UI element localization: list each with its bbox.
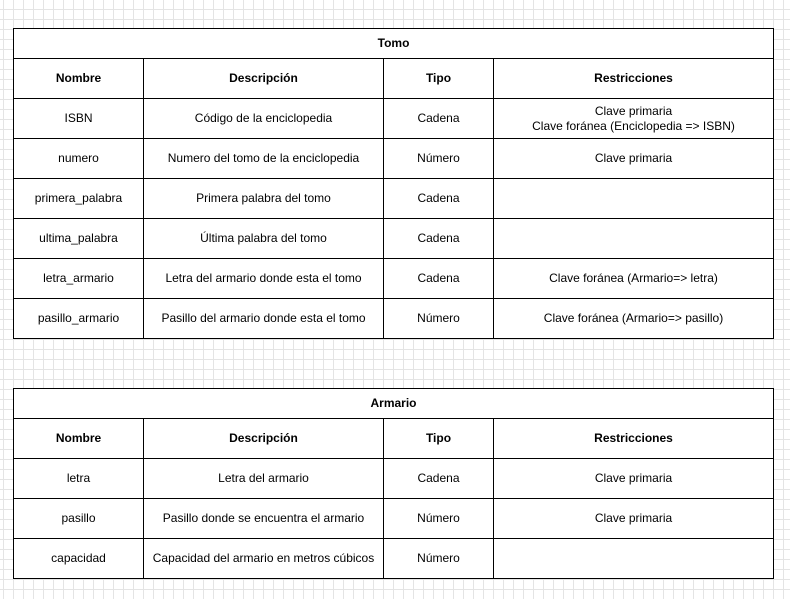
field-description: Letra del armario xyxy=(144,459,384,499)
field-constraints xyxy=(494,139,774,179)
field-constraints xyxy=(494,179,774,219)
field-type: Cadena xyxy=(384,179,494,219)
field-name: ISBN xyxy=(14,99,144,139)
column-header: Descripción xyxy=(144,59,384,99)
field-type: Número xyxy=(384,539,494,579)
field-constraints xyxy=(494,459,774,499)
constraint-item: Clave primaria xyxy=(594,471,673,485)
column-header: Descripción xyxy=(144,419,384,459)
field-name: pasillo_armario xyxy=(14,299,144,339)
field-description: Numero del tomo de la enciclopedia xyxy=(144,139,384,179)
constraint-item: Clave primaria xyxy=(594,151,673,165)
header-row xyxy=(14,419,774,459)
field-constraints xyxy=(494,499,774,539)
field-constraints xyxy=(494,299,774,339)
field-type: Cadena xyxy=(384,219,494,259)
constraint-item: Clave primaria xyxy=(594,103,673,118)
field-description: Última palabra del tomo xyxy=(144,219,384,259)
field-name: ultima_palabra xyxy=(14,219,144,259)
field-name: primera_palabra xyxy=(14,179,144,219)
table-row xyxy=(14,139,774,179)
field-description: Pasillo donde se encuentra el armario xyxy=(144,499,384,539)
field-name: pasillo xyxy=(14,499,144,539)
field-description: Capacidad del armario en metros cúbicos xyxy=(144,539,384,579)
column-header: Tipo xyxy=(384,59,494,99)
tomo-table xyxy=(13,28,774,339)
table-title: Tomo xyxy=(14,29,774,59)
field-description: Pasillo del armario donde esta el tomo xyxy=(144,299,384,339)
field-constraints xyxy=(494,219,774,259)
field-type: Número xyxy=(384,139,494,179)
table-row xyxy=(14,259,774,299)
table-row xyxy=(14,299,774,339)
table-row xyxy=(14,539,774,579)
table-row xyxy=(14,99,774,139)
column-header: Tipo xyxy=(384,419,494,459)
field-type: Cadena xyxy=(384,259,494,299)
table-row xyxy=(14,499,774,539)
column-header: Nombre xyxy=(14,419,144,459)
field-constraints xyxy=(494,259,774,299)
column-header: Restricciones xyxy=(494,419,774,459)
field-name: letra_armario xyxy=(14,259,144,299)
field-name: letra xyxy=(14,459,144,499)
table-row xyxy=(14,459,774,499)
table-title: Armario xyxy=(14,389,774,419)
constraint-item: Clave primaria xyxy=(594,511,673,525)
constraint-item: Clave foránea (Armario=> letra) xyxy=(549,271,718,285)
header-row xyxy=(14,59,774,99)
column-header: Nombre xyxy=(14,59,144,99)
constraint-item: Clave foránea (Enciclopedia => ISBN) xyxy=(532,118,735,133)
table-row xyxy=(14,179,774,219)
field-description: Primera palabra del tomo xyxy=(144,179,384,219)
constraint-item: Clave foránea (Armario=> pasillo) xyxy=(543,311,724,325)
field-name: numero xyxy=(14,139,144,179)
field-description: Letra del armario donde esta el tomo xyxy=(144,259,384,299)
field-description: Código de la enciclopedia xyxy=(144,99,384,139)
field-type: Cadena xyxy=(384,99,494,139)
field-type: Número xyxy=(384,299,494,339)
field-type: Número xyxy=(384,499,494,539)
armario-table xyxy=(13,388,774,579)
field-constraints xyxy=(494,99,774,139)
column-header: Restricciones xyxy=(494,59,774,99)
field-type: Cadena xyxy=(384,459,494,499)
field-constraints xyxy=(494,539,774,579)
table-row xyxy=(14,219,774,259)
field-name: capacidad xyxy=(14,539,144,579)
